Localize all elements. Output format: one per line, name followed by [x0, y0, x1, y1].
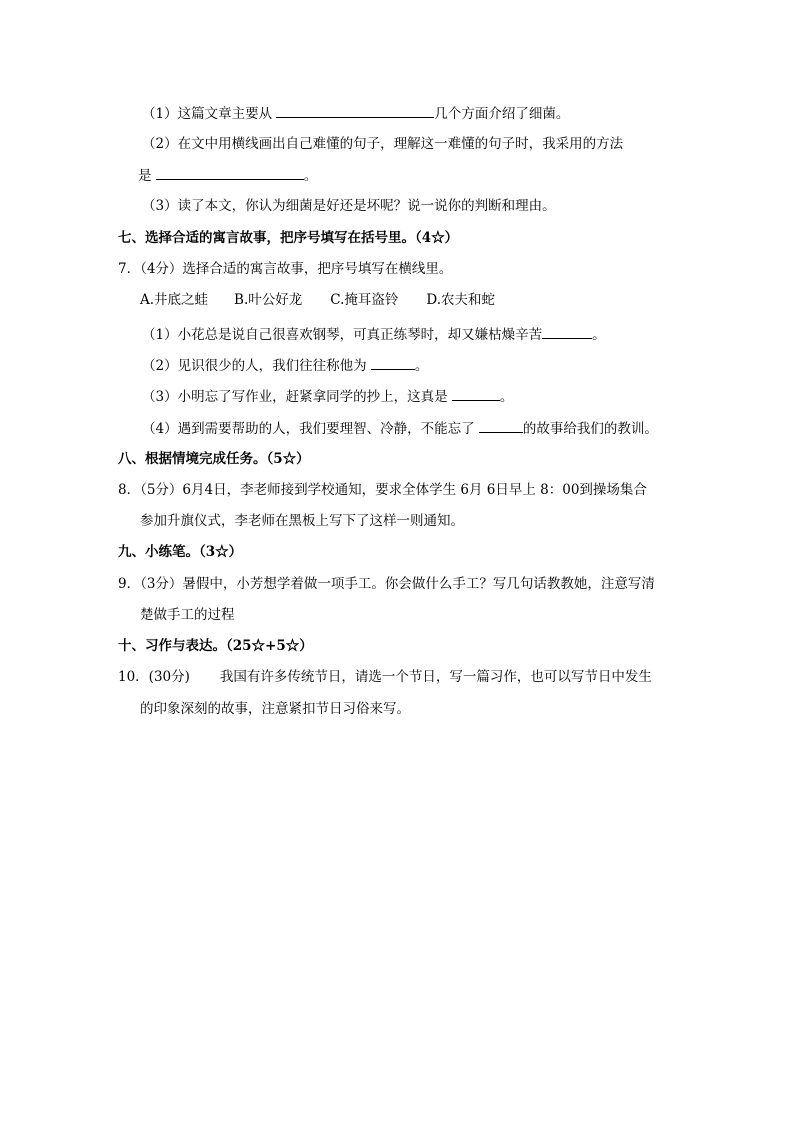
- section7-heading: 七、选择合适的寓言故事，把序号填写在括号里。（4☆）: [118, 230, 459, 246]
- q7-option-b: B.叶公好龙: [234, 292, 303, 308]
- answer-blank[interactable]: [542, 325, 592, 339]
- q6-sub2-prefix: 是: [138, 168, 156, 184]
- section9-heading: 九、小练笔。（3☆）: [118, 544, 243, 560]
- q6-sub2-line2: [138, 166, 317, 185]
- q7-sub4-tail: 的故事给我们的教训。: [522, 421, 658, 437]
- answer-blank[interactable]: [371, 356, 415, 370]
- q9-line2: 楚做手工的过程: [140, 607, 235, 623]
- answer-blank[interactable]: [452, 387, 500, 401]
- q7-sub4-text: （4）遇到需要帮助的人，我们要理智、冷静，不能忘了: [142, 421, 479, 437]
- q10-prefix: 10．(30分): [118, 669, 190, 685]
- answer-blank[interactable]: [276, 104, 434, 118]
- q10-text: 我国有许多传统节日，请选一个节日，写一篇习作，也可以写节日中发生: [219, 669, 652, 685]
- q10-line1: [118, 668, 652, 686]
- q8-line1: 8．（5分）6月4日，李老师接到学校通知，要求全体学生 6月 6日早上 8：00到操场集合: [118, 482, 647, 498]
- q6-sub2-line1: （2）在文中用横线画出自己难懂的句子，理解这一难懂的句子时，我采用的方法: [142, 136, 624, 152]
- answer-blank[interactable]: [156, 166, 304, 180]
- q6-sub1: [142, 104, 569, 123]
- q7-option-c: C.掩耳盗铃: [330, 292, 399, 308]
- q7-sub2-tail: 。: [414, 358, 429, 374]
- q7-options: [140, 291, 495, 309]
- q7-stem: 7．（4分）选择合适的寓言故事，把序号填写在横线里。: [118, 261, 453, 277]
- q8-line2: 参加升旗仪式，李老师在黑板上写下了这样一则通知。: [140, 513, 464, 529]
- q7-sub2: [142, 356, 428, 375]
- q6-sub1-tail: 几个方面介绍了细菌。: [434, 106, 570, 122]
- section10-heading: 十、习作与表达。（25☆+5☆）: [118, 638, 313, 654]
- section8-heading: 八、根据情境完成任务。（5☆）: [118, 451, 310, 467]
- q7-option-a: A.井底之蛙: [140, 292, 209, 308]
- q6-sub2-tail: 。: [303, 168, 318, 184]
- q7-sub3-tail: 。: [499, 389, 514, 405]
- q7-sub3: [142, 387, 513, 406]
- q7-sub1-text: （1）小花总是说自己很喜欢钢琴，可真正练琴时，却又嫌枯燥辛苦: [142, 327, 543, 343]
- q6-sub1-text: （1）这篇文章主要从: [142, 106, 277, 122]
- q7-option-d: D.农夫和蛇: [426, 292, 496, 308]
- q7-sub2-text: （2）见识很少的人，我们往往称他为: [142, 358, 371, 374]
- q7-sub1-tail: 。: [592, 327, 606, 343]
- q7-sub1: [142, 325, 606, 344]
- q9-line1: 9．（3分）暑假中，小芳想学着做一项手工。你会做什么手工？写几句话教教她，注意写清: [118, 576, 655, 592]
- answer-blank[interactable]: [479, 419, 523, 433]
- q7-sub4: [142, 419, 658, 438]
- q10-line2: 的印象深刻的故事，注意紧扣节日习俗来写。: [140, 701, 410, 717]
- q7-sub3-text: （3）小明忘了写作业，赶紧拿同学的抄上，这真是: [142, 389, 452, 405]
- q6-sub3: （3）读了本文，你认为细菌是好还是坏呢？说一说你的判断和理由。: [142, 198, 556, 214]
